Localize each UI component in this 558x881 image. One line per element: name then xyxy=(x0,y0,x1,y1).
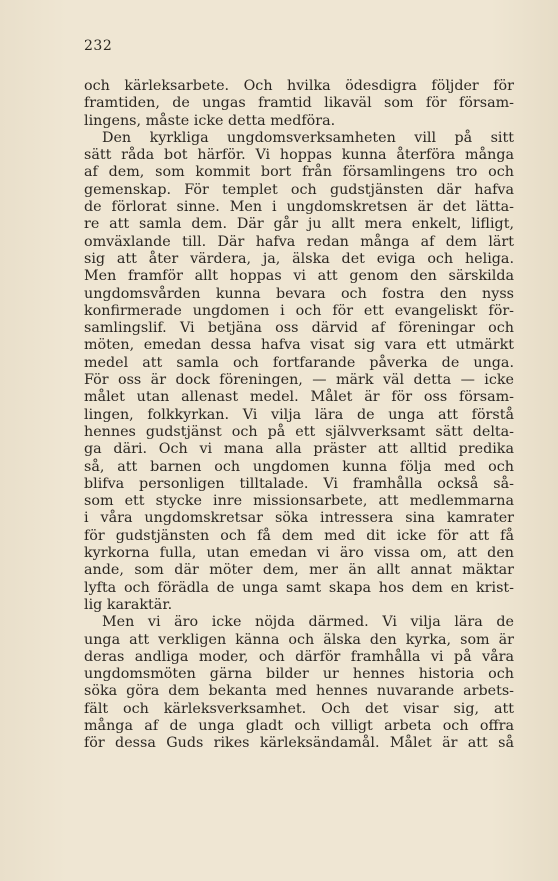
text-line: omväxlande till. Där hafva redan många af dem lärt xyxy=(84,233,514,250)
text-line: konfirmerade ungdomen i och för ett evangeliskt för- xyxy=(84,302,514,319)
text-line: unga att verkligen känna och älska den kyrka, som är xyxy=(84,631,514,648)
text-line: lyfta och förädla de unga samt skapa hos dem en krist- xyxy=(84,579,514,596)
text-line: så, att barnen och ungdomen kunna följa med och xyxy=(84,458,514,475)
text-line: medel att samla och fortfarande påverka de unga. xyxy=(84,354,514,371)
text-line: lingen, folkkyrkan. Vi vilja lära de unga att förstå xyxy=(84,406,514,423)
text-line: Den kyrkliga ungdomsverksamheten vill på sitt xyxy=(102,129,514,146)
text-line: samlingslif. Vi betjäna oss därvid af föreningar och xyxy=(84,320,514,337)
text-line: För oss är dock föreningen, — märk väl detta — icke xyxy=(84,372,514,389)
text-line: framtiden, de ungas framtid likaväl som för försam- xyxy=(84,95,514,112)
text-line: söka göra dem bekanta med hennes nuvarande arbets- xyxy=(84,683,514,700)
text-line: blifva personligen tilltalade. Vi framhålla också så- xyxy=(84,475,514,492)
text-line: kyrkorna fulla, utan emedan vi äro vissa om, att den xyxy=(84,545,514,562)
text-line: ungdomsmöten gärna bilder ur hennes historia och xyxy=(84,666,514,683)
text-line: sätt råda bot härför. Vi hoppas kunna återföra många xyxy=(84,147,514,164)
text-line: sig att åter värdera, ja, älska det eviga och heliga. xyxy=(84,250,514,267)
text-line: målet utan allenast medel. Målet är för oss försam- xyxy=(84,389,514,406)
text-line: Men framför allt hoppas vi att genom den särskilda xyxy=(84,268,514,285)
text-line: lig karaktär. xyxy=(84,596,173,613)
text-line: ande, som där möter dem, mer än allt annat mäktar xyxy=(84,562,514,579)
text-line: som ett stycke inre missionsarbete, att medlemmarna xyxy=(84,493,514,510)
text-line: många af de unga gladt och villigt arbeta och offra xyxy=(84,717,514,734)
page-number: 232 xyxy=(84,38,113,54)
text-line: lingens, måste icke detta medföra. xyxy=(84,112,336,129)
text-line: de förlorat sinne. Men i ungdomskretsen är det lätta- xyxy=(84,199,514,216)
text-line: i våra ungdomskretsar söka intressera sina kamrater xyxy=(84,510,514,527)
text-line: möten, emedan dessa hafva visat sig vara ett utmärkt xyxy=(84,337,514,354)
text-line: och kärleksarbete. Och hvilka ödesdigra följder för xyxy=(84,78,514,94)
text-line: hennes gudstjänst och på ett självverksamt sätt delta- xyxy=(84,423,514,440)
text-line: ga däri. Och vi mana alla präster att alltid predika xyxy=(84,441,514,458)
text-line: re att samla dem. Där går ju allt mera enkelt, lifligt, xyxy=(84,216,514,233)
text-line: för dessa Guds rikes kärleksändamål. Målet är att så xyxy=(84,735,514,752)
text-line: Men vi äro icke nöjda därmed. Vi vilja lära de xyxy=(102,614,514,631)
text-line: af dem, som kommit bort från församlingens tro och xyxy=(84,164,514,181)
body-text xyxy=(84,78,514,753)
text-line: för gudstjänsten och få dem med dit icke för att få xyxy=(84,527,514,544)
text-line: gemenskap. För templet och gudstjänsten där hafva xyxy=(84,181,514,198)
text-line: ungdomsvården kunna bevara och fostra den nyss xyxy=(84,285,514,302)
text-line: fält och kärleksverksamhet. Och det visar sig, att xyxy=(84,700,514,717)
text-line: deras andliga moder, och därför framhålla vi på våra xyxy=(84,648,514,665)
